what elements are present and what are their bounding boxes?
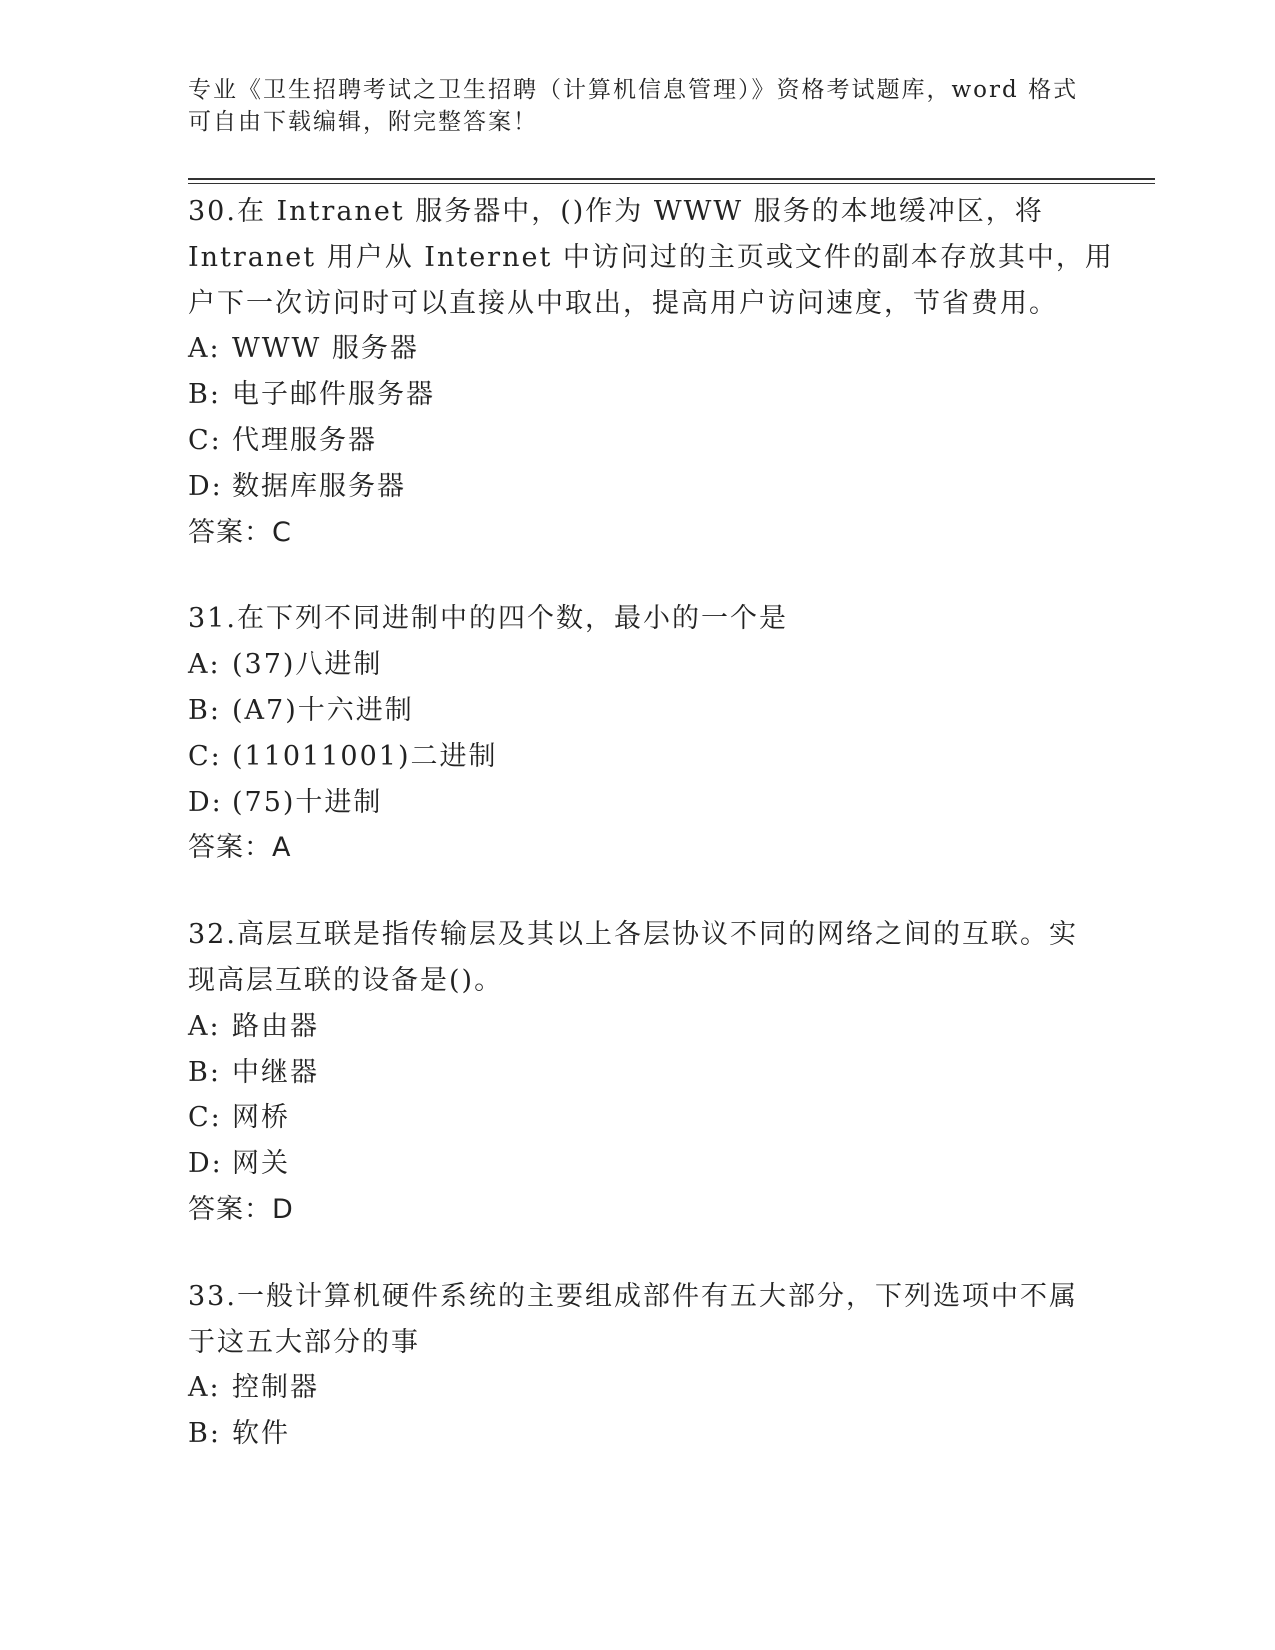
option-label: A: (188, 333, 221, 365)
question-33 (188, 1274, 1088, 1457)
option-text: (75)十进制 (232, 786, 383, 818)
question-text-line: 于这五大部分的事 (188, 1326, 420, 1358)
question-text-line: 31.在下列不同进制中的四个数，最小的一个是 (188, 603, 788, 635)
option-text: 数据库服务器 (232, 470, 406, 502)
option-text: (A7)十六进制 (232, 694, 414, 726)
option-label: D: (188, 470, 223, 502)
question-text-line: 现高层互联的设备是()。 (188, 964, 504, 996)
option-label: B: (188, 1418, 221, 1450)
option-b (188, 1411, 1088, 1457)
question-31 (188, 596, 1088, 871)
option-c (188, 418, 1088, 464)
option-text: 中继器 (232, 1056, 319, 1088)
header-divider-thick (188, 178, 1155, 180)
option-text: 电子邮件服务器 (232, 379, 435, 411)
option-a (188, 1365, 1088, 1411)
option-label: B: (188, 379, 221, 411)
option-label: C: (188, 1102, 222, 1134)
question-text-line: 33.一般计算机硬件系统的主要组成部件有五大部分，下列选项中不属 (188, 1280, 1078, 1312)
option-a (188, 642, 1088, 688)
header-divider-thin (188, 183, 1155, 184)
option-label: C: (188, 740, 222, 772)
option-b (188, 1050, 1088, 1096)
option-c (188, 734, 1088, 780)
question-text-line: 户下一次访问时可以直接从中取出，提高用户访问速度，节省费用。 (188, 287, 1058, 319)
option-text: 控制器 (232, 1372, 319, 1404)
option-label: D: (188, 1148, 223, 1180)
question-32 (188, 912, 1088, 1233)
option-label: C: (188, 424, 222, 456)
option-text: WWW 服务器 (232, 333, 419, 365)
option-text: 网桥 (232, 1102, 290, 1134)
option-text: (37)八进制 (232, 649, 383, 681)
question-text-line: 30.在 Intranet 服务器中，()作为 WWW 服务的本地缓冲区，将 (188, 196, 1044, 227)
option-text: 路由器 (232, 1010, 319, 1042)
option-d (188, 780, 1088, 826)
option-text: 网关 (232, 1148, 290, 1180)
answer-line: 答案：A (188, 832, 292, 864)
option-label: A: (188, 649, 221, 681)
option-b (188, 688, 1088, 734)
option-text: 软件 (232, 1418, 290, 1450)
header-line-2: 可自由下载编辑，附完整答案！ (188, 109, 538, 135)
option-d (188, 1141, 1088, 1187)
option-d (188, 464, 1088, 510)
option-label: B: (188, 1056, 221, 1088)
option-c (188, 1095, 1088, 1141)
option-a (188, 1004, 1088, 1050)
option-label: B: (188, 694, 221, 726)
option-label: D: (188, 786, 223, 818)
option-label: A: (188, 1372, 221, 1404)
option-text: (11011001)二进制 (232, 740, 498, 772)
option-text: 代理服务器 (232, 424, 377, 456)
option-label: A: (188, 1010, 221, 1042)
option-a (188, 326, 1088, 372)
question-text-line: 32.高层互联是指传输层及其以上各层协议不同的网络之间的互联。实 (188, 919, 1078, 951)
document-header (188, 74, 1088, 138)
question-30 (188, 189, 1114, 555)
answer-line: 答案：D (188, 1193, 294, 1225)
question-list (188, 189, 1114, 1498)
answer-line: 答案：C (188, 516, 292, 548)
question-text-line: Intranet 用户从 Internet 中访问过的主页或文件的副本存放其中，用 (188, 241, 1114, 273)
header-line-1: 专业《卫生招聘考试之卫生招聘（计算机信息管理）》资格考试题库，word 格式 (188, 77, 1079, 103)
option-b (188, 372, 1088, 418)
